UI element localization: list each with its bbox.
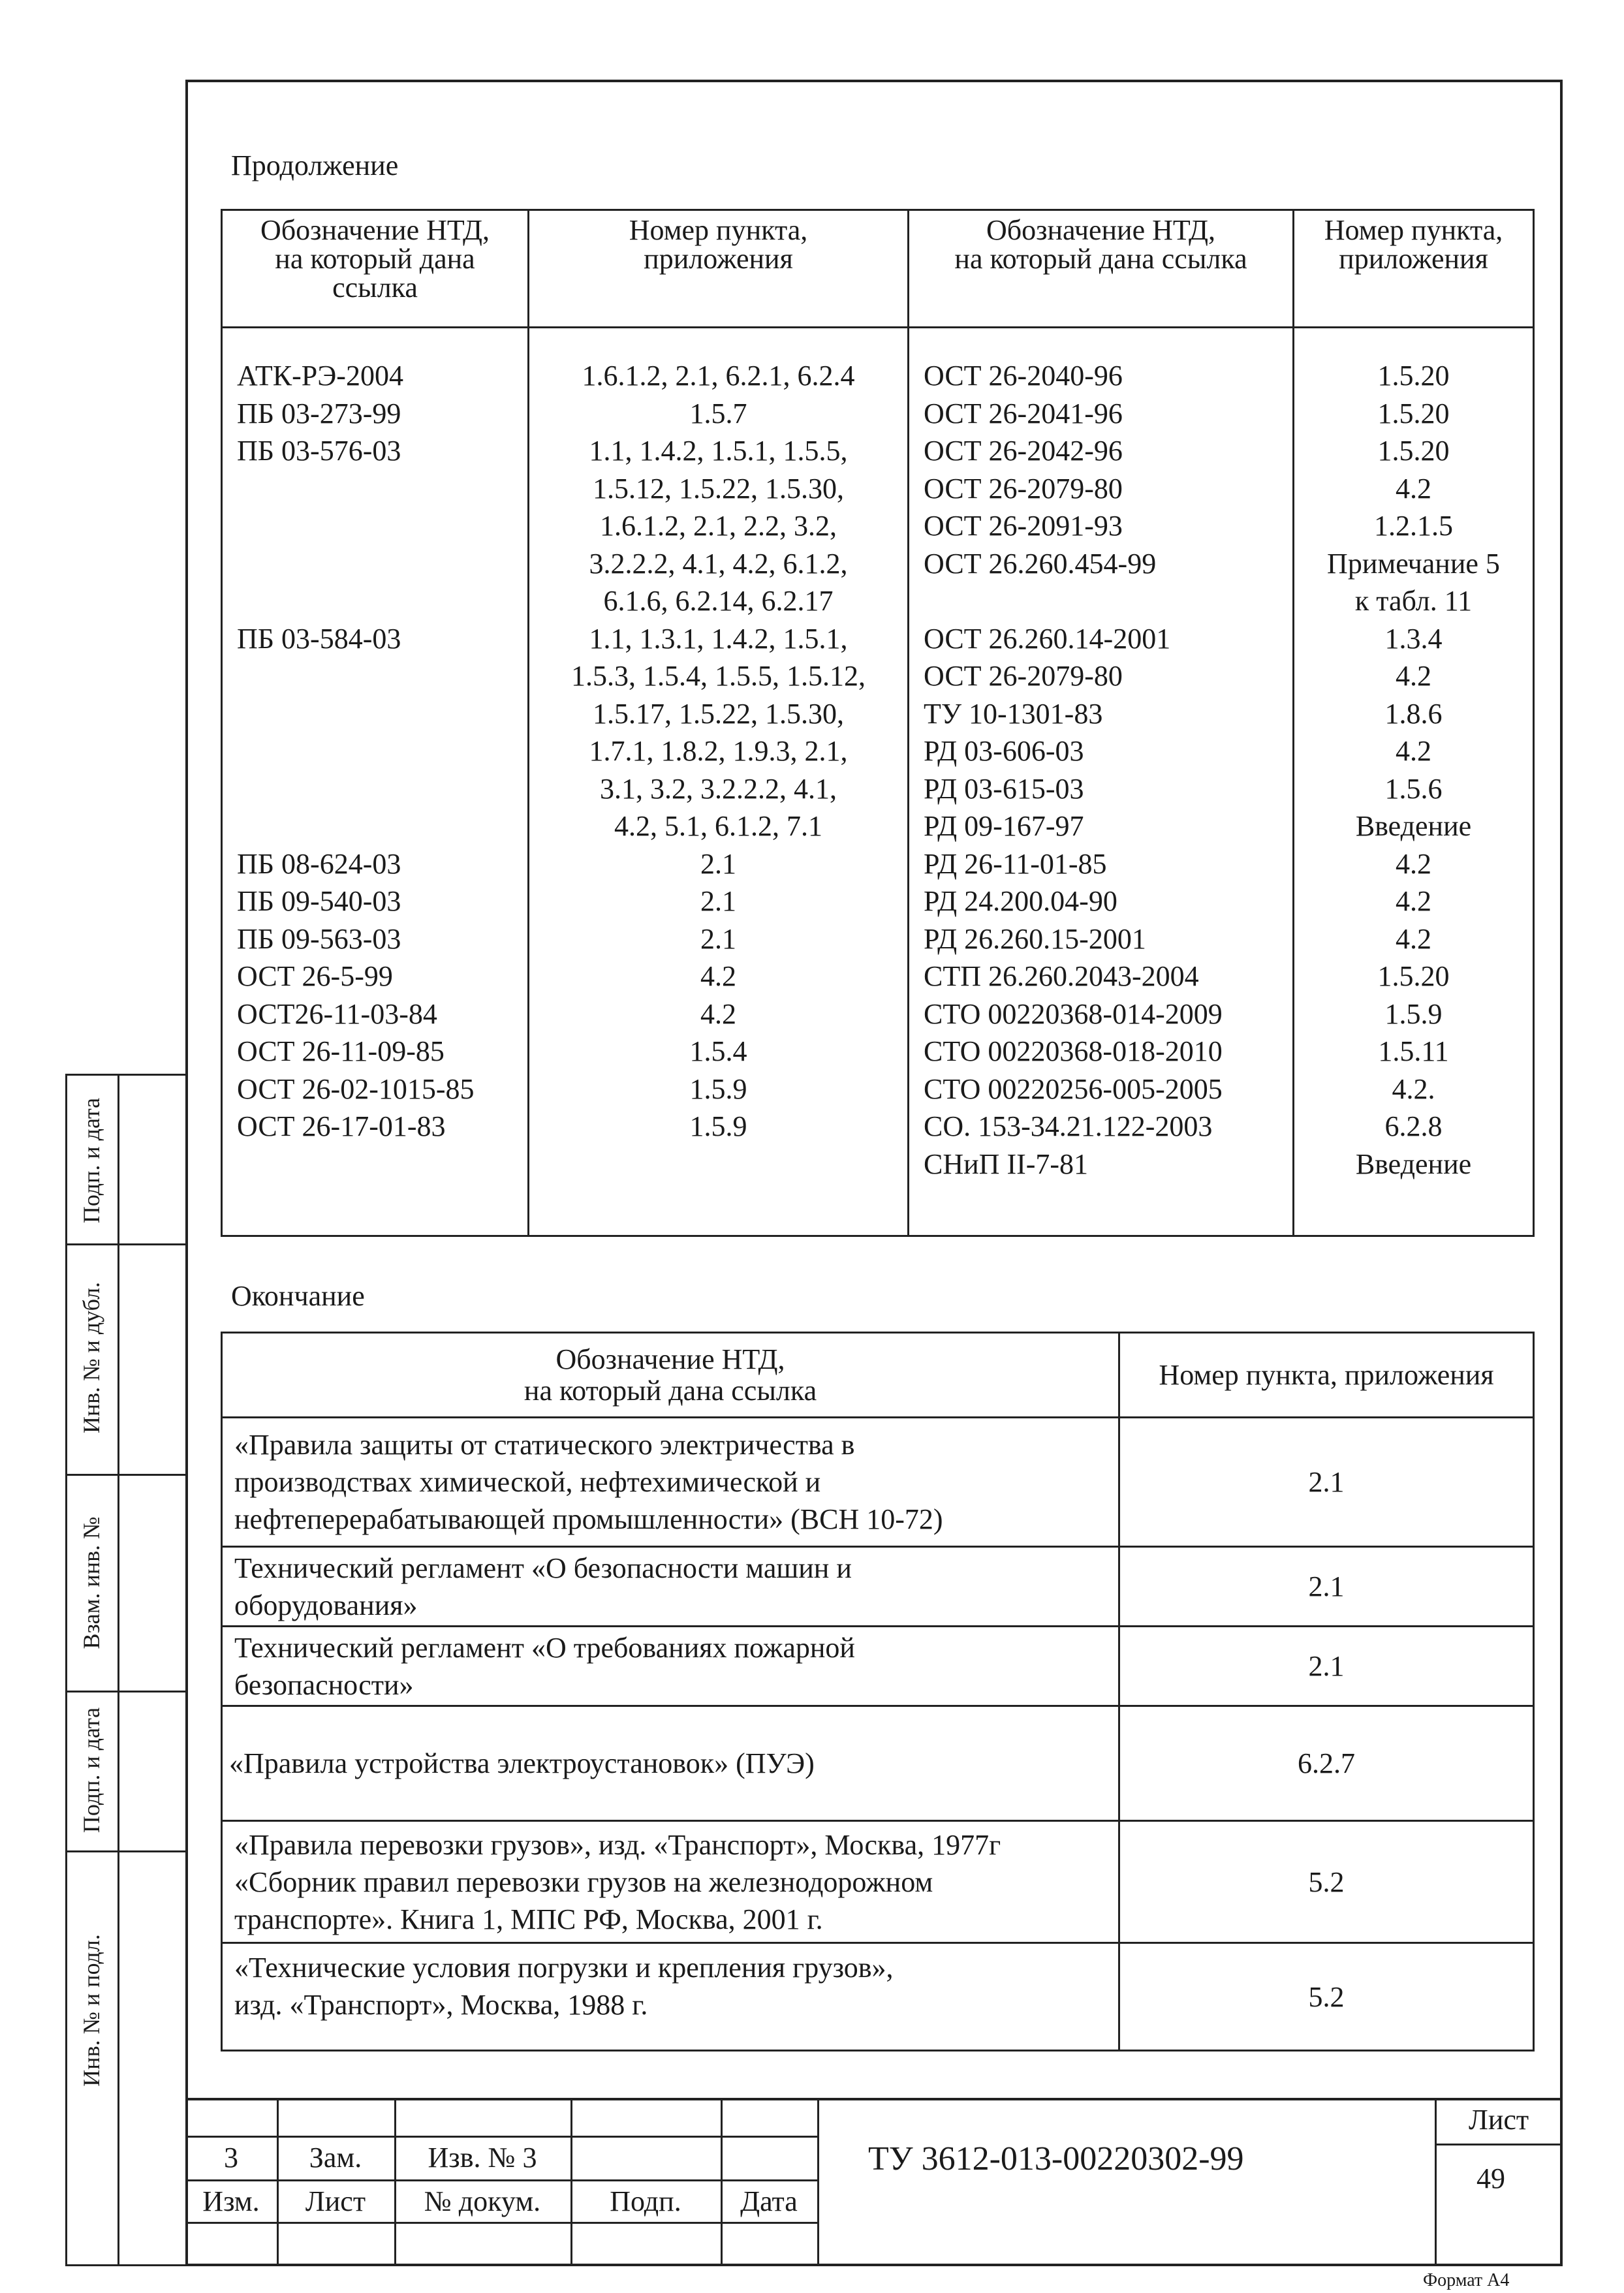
table-header-row <box>222 210 1534 328</box>
title-block-row-line <box>185 2222 819 2224</box>
side-label-inv-orig: Инв. № и подл. <box>78 1934 104 2087</box>
header-ntd-ref-1: Обозначение НТД, на который дана ссылка <box>222 210 529 328</box>
ntd-ref-line: ОСТ 26-2040-96 <box>924 360 1123 392</box>
ntd-ref-line: АТК-РЭ-2004 <box>237 360 403 392</box>
item-num-line: Примечание 5 <box>1327 547 1500 580</box>
ntd-ref-line <box>237 582 527 620</box>
col-ntd-ref-2 <box>909 328 1294 1236</box>
references-table-continuation <box>221 209 1535 1237</box>
ntd-ref-line: ОСТ 26-11-09-85 <box>237 1035 445 1067</box>
revision-doc: Изв. № 3 <box>428 2142 537 2174</box>
table-row <box>222 1821 1534 1943</box>
num-cell: 6.2.7 <box>1119 1706 1534 1821</box>
revision-number: 3 <box>224 2142 238 2174</box>
item-num-line: 3.1, 3.2, 3.2.2.2, 4.1, <box>600 772 837 805</box>
ntd-ref-line: СО. 153-34.21.122-2003 <box>924 1110 1213 1142</box>
ntd-ref-line <box>237 545 527 583</box>
side-label-sign-date-2: Подп. и дата <box>78 1707 104 1833</box>
title-block-col-line <box>394 2098 396 2266</box>
table-row <box>222 1943 1534 2051</box>
ntd-ref-line: СТО 00220368-014-2009 <box>924 997 1223 1030</box>
item-num-line: 6.2.8 <box>1384 1110 1443 1142</box>
side-strip-line <box>65 1074 185 1076</box>
ntd-ref-line: ОСТ 26-2041-96 <box>924 397 1123 429</box>
ntd-ref-line: ОСТ26-11-03-84 <box>237 997 437 1030</box>
item-num-line: 1.7.1, 1.8.2, 1.9.3, 2.1, <box>589 735 848 767</box>
item-num-line: Введение <box>1355 810 1472 842</box>
ref-cell: «Правила устройства электроустановок» (ПУЭ) <box>222 1706 1119 1821</box>
item-num-line: 1.2.1.5 <box>1374 510 1453 542</box>
item-num-line: 6.1.6, 6.2.14, 6.2.17 <box>603 585 834 617</box>
caption-ending: Окончание <box>231 1280 365 1312</box>
table-body-row <box>222 328 1534 1236</box>
item-num-line: 1.5.7 <box>689 397 747 429</box>
references-table-ending <box>221 1332 1535 2051</box>
ntd-ref-line: РД 03-606-03 <box>924 735 1084 767</box>
table-row <box>222 1627 1534 1706</box>
ntd-ref-line <box>237 470 527 508</box>
item-num-line: 1.5.11 <box>1378 1035 1449 1067</box>
ref-cell: «Технические условия погрузки и крепления грузов», изд. «Транспорт», Москва, 1988 г. <box>222 1943 1119 2051</box>
item-num-line: 1.5.4 <box>689 1035 747 1067</box>
item-num-line: 1.5.17, 1.5.22, 1.5.30, <box>593 697 844 730</box>
side-label-inv-dup: Инв. № и дубл. <box>78 1281 104 1434</box>
label-doc-number: № докум. <box>424 2185 541 2217</box>
ntd-ref-line: ОСТ 26-17-01-83 <box>237 1110 446 1142</box>
ntd-ref-line: РД 03-615-03 <box>924 772 1084 805</box>
title-block-col-line <box>277 2098 279 2266</box>
item-num-line: 2.1 <box>700 885 736 917</box>
side-label-repl-inv: Взам. инв. № <box>78 1516 104 1649</box>
item-num-line: 1.3.4 <box>1384 622 1443 655</box>
item-num-line: 4.2 <box>1396 660 1431 692</box>
caption-continuation: Продолжение <box>231 149 399 181</box>
item-num-line: 1.6.1.2, 2.1, 2.2, 3.2, <box>600 510 837 542</box>
ntd-ref-line <box>237 695 527 733</box>
ntd-ref-line <box>924 582 1292 620</box>
ntd-ref-line: ОСТ 26-5-99 <box>237 960 393 992</box>
title-block-col-line <box>1435 2098 1437 2266</box>
item-num-line: 4.2 <box>700 960 736 992</box>
ntd-ref-line: ПБ 09-540-03 <box>237 885 401 917</box>
ntd-ref-line: СТО 00220368-018-2010 <box>924 1035 1223 1067</box>
side-strip-line <box>65 1243 185 1245</box>
ntd-ref-line: СНиП II-7-81 <box>924 1147 1089 1180</box>
ntd-ref-line: РД 26.260.15-2001 <box>924 922 1146 955</box>
ntd-ref-line: ОСТ 26-2042-96 <box>924 435 1123 467</box>
col-item-num-2 <box>1294 328 1534 1236</box>
ntd-ref-line: ОСТ 26.260.14-2001 <box>924 622 1171 655</box>
title-block-top-border <box>185 2098 1563 2100</box>
item-num-line: 1.5.3, 1.5.4, 1.5.5, 1.5.12, <box>571 660 866 692</box>
label-sheet: Лист <box>305 2185 366 2217</box>
item-num-line: 3.2.2.2, 4.1, 4.2, 6.1.2, <box>589 547 848 580</box>
ntd-ref-line: ПБ 03-584-03 <box>237 622 401 655</box>
item-num-line: 4.2 <box>1396 847 1431 880</box>
label-change: Изм. <box>202 2185 260 2217</box>
item-num-line: Введение <box>1355 1147 1472 1180</box>
num-cell: 2.1 <box>1119 1547 1534 1627</box>
title-block-col-line <box>570 2098 572 2266</box>
item-num-line: 1.5.20 <box>1377 435 1450 467</box>
side-strip-left-border <box>65 1074 67 2266</box>
table-row <box>222 1706 1534 1821</box>
table-header-row <box>222 1333 1534 1418</box>
table-row <box>222 1418 1534 1547</box>
item-num-line: 4.2, 5.1, 6.1.2, 7.1 <box>614 810 822 842</box>
header-item-num-1: Номер пункта, приложения <box>529 210 909 328</box>
item-num-line: 1.5.6 <box>1384 772 1443 805</box>
header-item-num-2: Номер пункта, приложения <box>1294 210 1534 328</box>
item-num-line: 1.6.1.2, 2.1, 6.2.1, 6.2.4 <box>582 360 855 392</box>
table-row <box>222 1547 1534 1627</box>
ntd-ref-line: ПБ 08-624-03 <box>237 847 401 880</box>
ntd-ref-line: ПБ 03-576-03 <box>237 435 401 467</box>
ntd-ref-line: РД 09-167-97 <box>924 810 1084 842</box>
item-num-line: 2.1 <box>700 847 736 880</box>
ref-cell: «Правила защиты от статического электричества в производствах химической, нефтехимической и нефтеперерабатывающей промышленности» (ВСН 10-72) <box>222 1418 1119 1547</box>
num-cell: 2.1 <box>1119 1418 1534 1547</box>
item-num-line: 4.2 <box>700 997 736 1030</box>
ntd-ref-line: СТО 00220256-005-2005 <box>924 1072 1223 1105</box>
side-label-sign-date: Подп. и дата <box>78 1097 104 1224</box>
item-num-line: 4.2 <box>1396 922 1431 955</box>
ntd-ref-line: ТУ 10-1301-83 <box>924 697 1103 730</box>
item-num-line: к табл. 11 <box>1354 585 1473 617</box>
title-block-col-line <box>721 2098 723 2266</box>
item-num-line: 1.5.9 <box>1384 997 1443 1030</box>
num-cell: 5.2 <box>1119 1943 1534 2051</box>
col-ntd-ref-1 <box>222 328 529 1236</box>
ref-cell: «Правила перевозки грузов», изд. «Транспорт», Москва, 1977г «Сборник правил перевозки грузов на железнодорожном транспорте». Книга 1, МПС РФ, Москва, 2001 г. <box>222 1821 1119 1943</box>
ntd-ref-line: ОСТ 26-02-1015-85 <box>237 1072 475 1105</box>
item-num-line: 4.2 <box>1396 885 1431 917</box>
item-num-line: 1.5.9 <box>689 1110 747 1142</box>
num-cell: 2.1 <box>1119 1627 1534 1706</box>
ntd-ref-line: ПБ 09-563-03 <box>237 922 401 955</box>
ntd-ref-line: ОСТ 26.260.454-99 <box>924 547 1157 580</box>
ntd-ref-line: ОСТ 26-2079-80 <box>924 660 1123 692</box>
item-num-line: 1.8.6 <box>1384 697 1443 730</box>
sheet-number: 49 <box>1476 2162 1505 2194</box>
side-strip-divider <box>117 1074 119 2266</box>
ntd-ref-line <box>237 507 527 545</box>
ntd-ref-line: РД 26-11-01-85 <box>924 847 1107 880</box>
title-block-sheet-line <box>1435 2144 1563 2145</box>
side-strip-line <box>65 1474 185 1476</box>
item-num-line: 1.5.12, 1.5.22, 1.5.30, <box>593 472 844 505</box>
side-strip-line <box>65 1691 185 1692</box>
item-num-line: 1.1, 1.4.2, 1.5.1, 1.5.5, <box>589 435 848 467</box>
ref-cell: Технический регламент «О безопасности машин и оборудования» <box>222 1547 1119 1627</box>
format-label: Формат А4 <box>1423 2270 1510 2290</box>
header-item-num: Номер пункта, приложения <box>1119 1333 1534 1418</box>
ntd-ref-line: СТП 26.260.2043-2004 <box>924 960 1199 992</box>
document-code: ТУ 3612-013-00220302-99 <box>868 2140 1244 2177</box>
title-block-row-line <box>185 2136 819 2138</box>
label-date: Дата <box>740 2185 798 2217</box>
ntd-ref-line <box>237 657 527 695</box>
title-block-col-line <box>817 2098 819 2266</box>
ntd-ref-line: РД 24.200.04-90 <box>924 885 1117 917</box>
header-ntd-ref-2: Обозначение НТД, на который дана ссылка <box>909 210 1294 328</box>
header-ntd-ref: Обозначение НТД, на который дана ссылка <box>222 1333 1119 1418</box>
item-num-line: 2.1 <box>700 922 736 955</box>
side-strip-line <box>65 2264 185 2266</box>
ntd-ref-line <box>237 732 527 770</box>
label-signature: Подп. <box>610 2185 681 2217</box>
col-item-num-1 <box>529 328 909 1236</box>
ntd-ref-line: ОСТ 26-2091-93 <box>924 510 1123 542</box>
side-strip-line <box>65 1850 185 1852</box>
ntd-ref-line: ОСТ 26-2079-80 <box>924 472 1123 505</box>
sheet-label: Лист <box>1469 2104 1529 2136</box>
ref-cell: Технический регламент «О требованиях пожарной безопасности» <box>222 1627 1119 1706</box>
num-cell: 5.2 <box>1119 1821 1534 1943</box>
ntd-ref-line <box>237 770 527 808</box>
revision-sheet: Зам. <box>309 2142 362 2174</box>
item-num-line: 1.5.20 <box>1377 360 1450 392</box>
item-num-line: 1.5.20 <box>1377 397 1450 429</box>
item-num-line: 1.5.20 <box>1377 960 1450 992</box>
item-num-line: 4.2 <box>1396 735 1431 767</box>
title-block-row-line <box>185 2179 819 2181</box>
ntd-ref-line <box>237 807 527 845</box>
item-num-line: 4.2 <box>1396 472 1431 505</box>
ntd-ref-line: ПБ 03-273-99 <box>237 397 401 429</box>
item-num-line: 1.1, 1.3.1, 1.4.2, 1.5.1, <box>589 622 848 655</box>
item-num-line: 1.5.9 <box>689 1072 747 1105</box>
item-num-line: 4.2. <box>1392 1072 1435 1105</box>
